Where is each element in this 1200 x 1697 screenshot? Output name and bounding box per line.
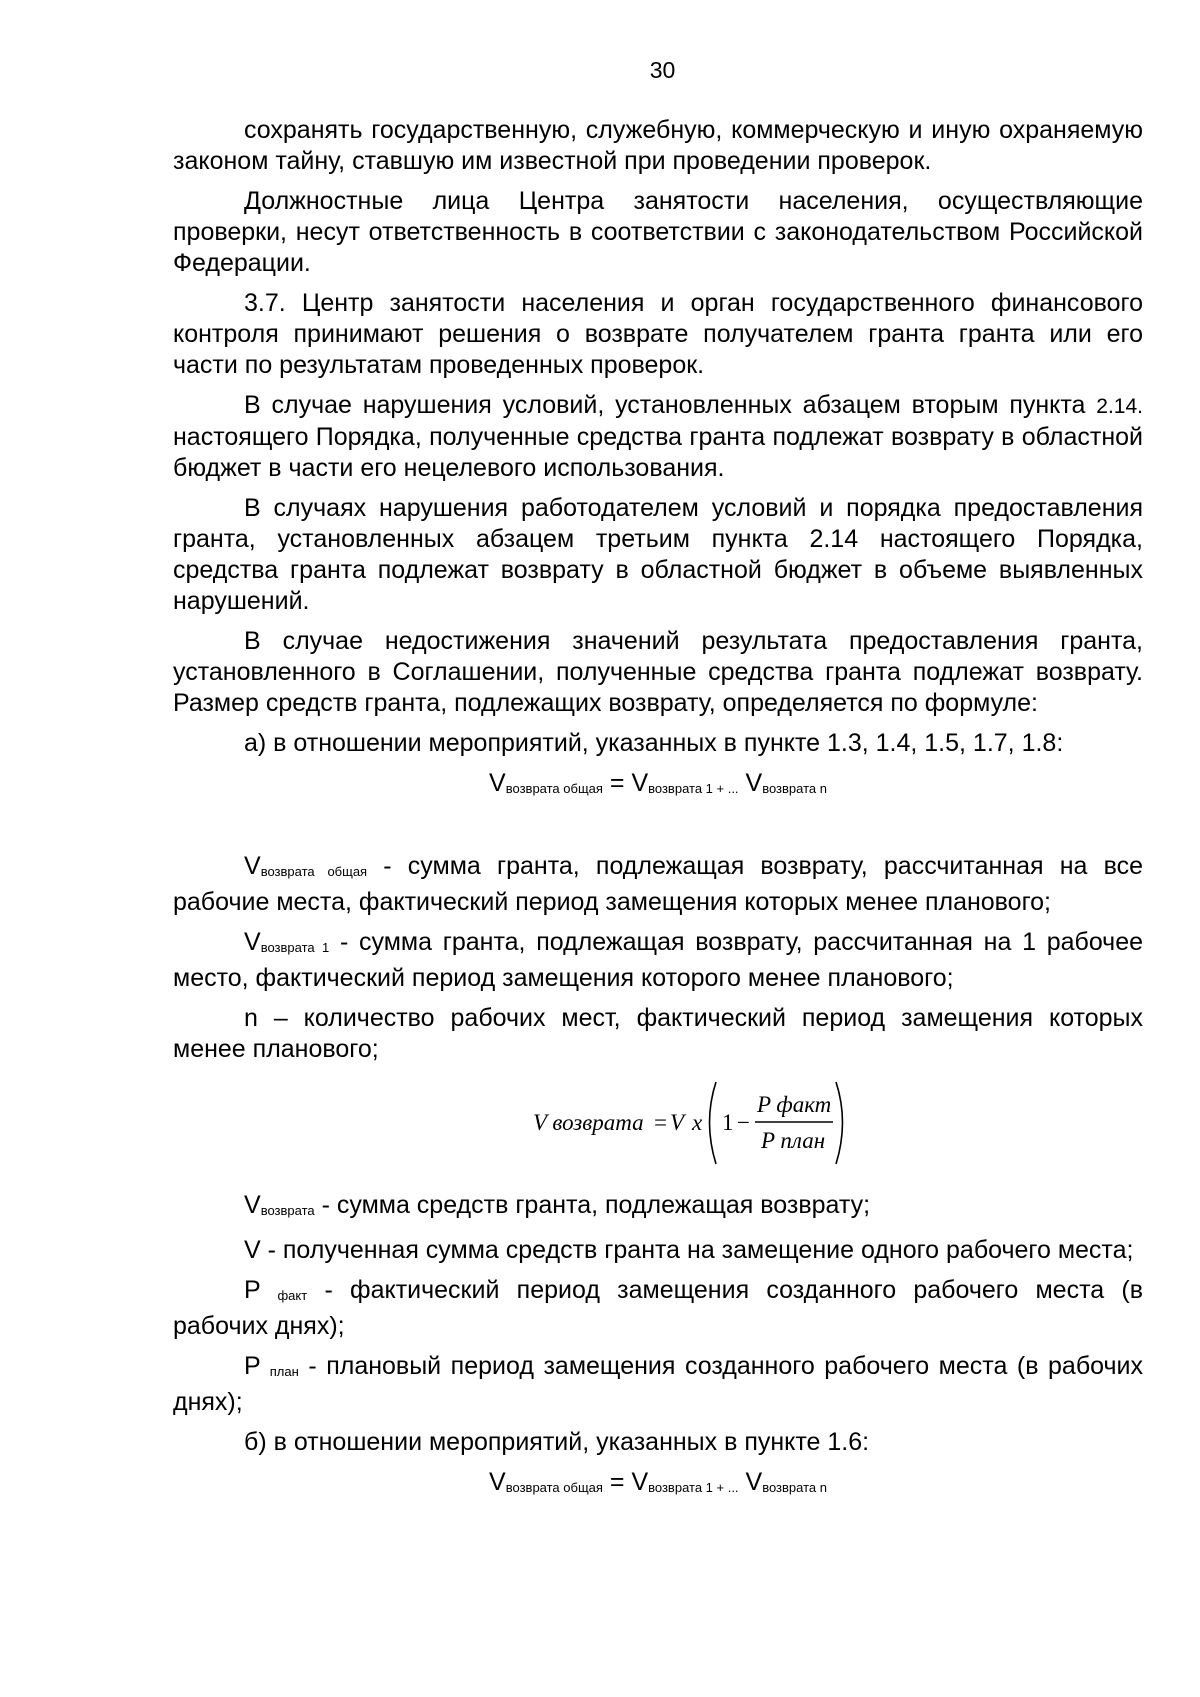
formula-minus: − [737, 1110, 750, 1135]
formula-eq: = [609, 1468, 625, 1496]
formula-sum-1 [173, 768, 1143, 804]
def-sub: возврата общая [260, 864, 368, 879]
definition: V - полученная сумма средств гранта на замещение одного рабочего места; [244, 1236, 1134, 1264]
right-paren [836, 1082, 843, 1164]
formula-v: V [631, 769, 649, 797]
def-text: - плановый период замещения созданного рабочего места (в рабочих днях); [173, 1352, 1143, 1416]
def-p: P [244, 1276, 261, 1304]
formula-sub: возврата 1 + ... [648, 781, 739, 796]
spacer [173, 813, 1143, 851]
def-text: - сумма средств гранта, подлежащая возврату; [321, 1191, 871, 1219]
definition [173, 1275, 1143, 1342]
definition [173, 851, 1143, 918]
def-text: - фактический период замещения созданного рабочего места (в рабочих днях); [173, 1276, 1144, 1340]
def-sub: возврата 1 [260, 940, 330, 955]
formula-lhs: V возврата [533, 1110, 644, 1135]
definition: n – количество рабочих мест, фактический период замещения которых менее планового; [173, 1004, 1143, 1063]
document-body [173, 115, 1143, 1512]
def-v: V [244, 852, 261, 880]
paragraph: В случаях нарушения работодателем условий и порядка предоставления гранта, установленных абзацем третьим пункта 2.14 настоящего Порядка, средства гранта подлежат возврату в областной бюджет в объеме выявленных нарушений. [173, 494, 1143, 615]
formula-v: V [670, 1110, 685, 1135]
paragraph-text: В случае нарушения условий, установленных абзацем вторым пункта [244, 391, 1086, 419]
paragraph: Должностные лица Центра занятости населения, осуществляющие проверки, несут ответственность в соответствии с законодательством Российской Федерации. [173, 187, 1143, 277]
definition [173, 1190, 1143, 1226]
formula-numerator: P факт [757, 1092, 832, 1117]
formula-v: V [489, 1468, 506, 1496]
paragraph-text: настоящего Порядка, полученные средства гранта подлежат возврату в областной бюджет в части его нецелевого использования. [173, 423, 1143, 482]
def-sub: факт [277, 1288, 308, 1303]
formula-v: V [745, 1468, 763, 1496]
formula-x: x [692, 1110, 703, 1135]
def-sub: план [269, 1364, 299, 1379]
def-text: - сумма гранта, подлежащая возврату, рассчитанная на 1 рабочее место, фактический период замещения которого менее планового; [173, 928, 1144, 992]
formula-eq: = [654, 1110, 667, 1135]
page-number: 30 [649, 57, 676, 83]
formula-sub: возврата n [762, 781, 827, 796]
formula-sub: возврата общая [505, 1480, 603, 1495]
left-paren [710, 1082, 717, 1164]
formula-sub: возврата общая [505, 781, 603, 796]
formula-main-svg [533, 1074, 863, 1166]
formula-v: V [745, 769, 763, 797]
paragraph: В случае недостижения значений результата предоставления гранта, установленного в Соглашении, полученные средства гранта подлежат возврату. Размер средств гранта, подлежащих возврату, определяется по формуле: [173, 627, 1143, 717]
formula-denominator: P план [761, 1128, 826, 1153]
def-v: V [244, 928, 261, 956]
def-sub: возврата [260, 1203, 315, 1218]
formula-eq: = [609, 769, 625, 797]
paragraph: сохранять государственную, служебную, коммерческую и иную охраняемую законом тайну, ставшую им известной при проведении проверок. [173, 116, 1143, 175]
formula-v: V [489, 769, 506, 797]
formula-main [173, 1074, 1143, 1166]
formula-v: V [631, 1468, 649, 1496]
definition [173, 1351, 1143, 1418]
paragraph: а) в отношении мероприятий, указанных в пункте 1.3, 1.4, 1.5, 1.7, 1.8: [244, 729, 1064, 757]
formula-sum-2 [173, 1467, 1143, 1503]
paragraph: б) в отношении мероприятий, указанных в пункте 1.6: [244, 1428, 870, 1456]
definition [173, 927, 1143, 994]
def-text: - сумма гранта, подлежащая возврату, рассчитанная на все рабочие места, фактический период замещения которых менее планового; [173, 852, 1143, 916]
paragraph-number: 2.14. [1096, 395, 1143, 418]
formula-one: 1 [722, 1110, 734, 1135]
formula-sub: возврата 1 + ... [648, 1480, 739, 1495]
formula-sub: возврата n [762, 1480, 827, 1495]
def-v: V [244, 1191, 261, 1219]
paragraph: 3.7. Центр занятости населения и орган государственного финансового контроля принимают решения о возврате получателем гранта гранта или его части по результатам проведенных проверок. [173, 289, 1143, 379]
paragraph [173, 390, 1143, 484]
def-p: P [244, 1352, 261, 1380]
